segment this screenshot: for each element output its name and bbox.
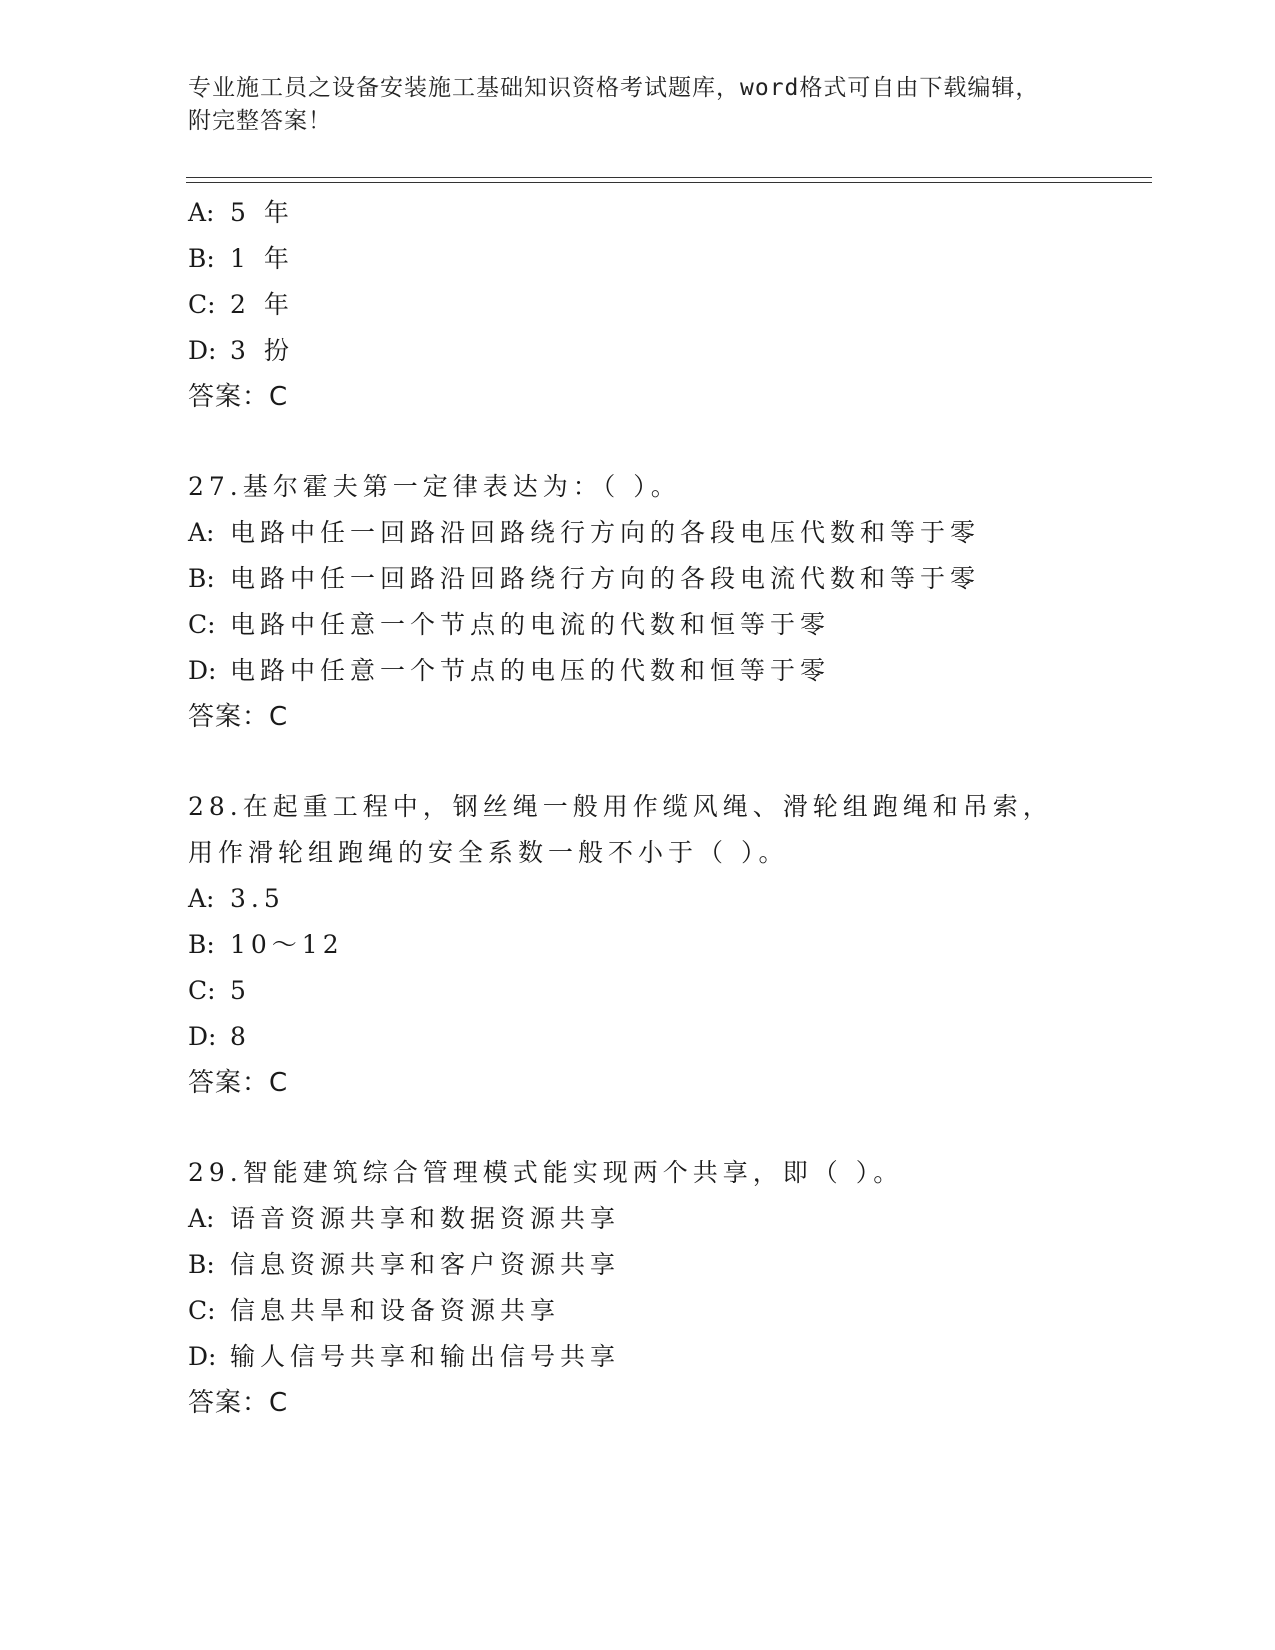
- option-b: [188, 556, 1148, 602]
- option-label: D:: [188, 1342, 217, 1371]
- option-a: [188, 1196, 1148, 1242]
- option-text: 10～12: [230, 930, 344, 959]
- option-text: 电路中任一回路沿回路绕行方向的各段电压代数和等于零: [230, 518, 981, 547]
- option-text: 语音资源共享和数据资源共享: [230, 1204, 621, 1233]
- prev-question-options: [188, 190, 1148, 420]
- option-label: B:: [188, 564, 215, 593]
- option-a: [188, 190, 1148, 236]
- question-list: [188, 190, 1148, 1426]
- option-text: 8: [230, 1022, 251, 1051]
- question-stem: [188, 1150, 1148, 1196]
- option-text: 1 年: [230, 244, 294, 273]
- spacer: [188, 740, 1148, 784]
- answer-line: 答案：C: [188, 1068, 289, 1098]
- question-number: 27.: [188, 472, 243, 501]
- header-line-1: 专业施工员之设备安装施工基础知识资格考试题库，word格式可自由下载编辑，: [188, 75, 1040, 101]
- option-label: D:: [188, 336, 217, 365]
- option-label: B:: [188, 244, 215, 273]
- option-b: [188, 236, 1148, 282]
- option-a: [188, 510, 1148, 556]
- option-label: D:: [188, 1022, 217, 1051]
- option-d: [188, 1014, 1148, 1060]
- option-a: [188, 876, 1148, 922]
- header-divider-top: [186, 177, 1152, 178]
- option-label: D:: [188, 656, 217, 685]
- option-d: [188, 328, 1148, 374]
- option-text: 电路中任意一个节点的电压的代数和恒等于零: [230, 656, 831, 685]
- option-text: 电路中任意一个节点的电流的代数和恒等于零: [230, 610, 831, 639]
- question-28: [188, 784, 1148, 1106]
- header-divider-bottom: [186, 182, 1152, 183]
- question-29: [188, 1150, 1148, 1426]
- option-d: [188, 648, 1148, 694]
- answer-line: 答案：C: [188, 382, 289, 412]
- option-label: C:: [188, 290, 216, 319]
- question-number: 28.: [188, 792, 243, 821]
- option-b: [188, 922, 1148, 968]
- question-text: 基尔霍夫第一定律表达为：（ ）。: [242, 472, 681, 501]
- option-c: [188, 1288, 1148, 1334]
- option-text: 2 年: [230, 290, 294, 319]
- option-text: 电路中任一回路沿回路绕行方向的各段电流代数和等于零: [230, 564, 981, 593]
- option-label: A:: [188, 198, 215, 227]
- option-label: C:: [188, 1296, 216, 1325]
- question-stem: [188, 464, 1148, 510]
- option-text: 5 年: [230, 198, 294, 227]
- question-text: 在起重工程中，钢丝绳一般用作缆风绳、滑轮组跑绳和吊索，用作滑轮组跑绳的安全系数一般不小于（ ）。: [188, 792, 1053, 867]
- option-label: A:: [188, 884, 215, 913]
- option-label: C:: [188, 610, 216, 639]
- option-c: [188, 282, 1148, 328]
- spacer: [188, 1106, 1148, 1150]
- option-label: B:: [188, 930, 215, 959]
- question-stem: [188, 784, 1068, 876]
- option-label: A:: [188, 518, 215, 547]
- option-text: 信息资源共享和客户资源共享: [230, 1250, 621, 1279]
- question-number: 29.: [188, 1158, 243, 1187]
- header-line-2: 附完整答案！: [188, 108, 332, 134]
- option-text: 3.5: [230, 884, 285, 913]
- answer-line: 答案：C: [188, 702, 289, 732]
- spacer: [188, 420, 1148, 464]
- question-text: 智能建筑综合管理模式能实现两个共享，即（ ）。: [242, 1158, 904, 1187]
- option-text: 3 扮: [230, 336, 294, 365]
- option-label: B:: [188, 1250, 215, 1279]
- document-header: [188, 72, 1088, 138]
- option-text: 信息共旱和设备资源共享: [230, 1296, 561, 1325]
- option-label: A:: [188, 1204, 215, 1233]
- option-d: [188, 1334, 1148, 1380]
- option-label: C:: [188, 976, 216, 1005]
- question-27: [188, 464, 1148, 740]
- option-c: [188, 602, 1148, 648]
- answer-line: 答案：C: [188, 1388, 289, 1418]
- option-text: 5: [230, 976, 251, 1005]
- option-c: [188, 968, 1148, 1014]
- option-text: 输人信号共享和输出信号共享: [230, 1342, 621, 1371]
- option-b: [188, 1242, 1148, 1288]
